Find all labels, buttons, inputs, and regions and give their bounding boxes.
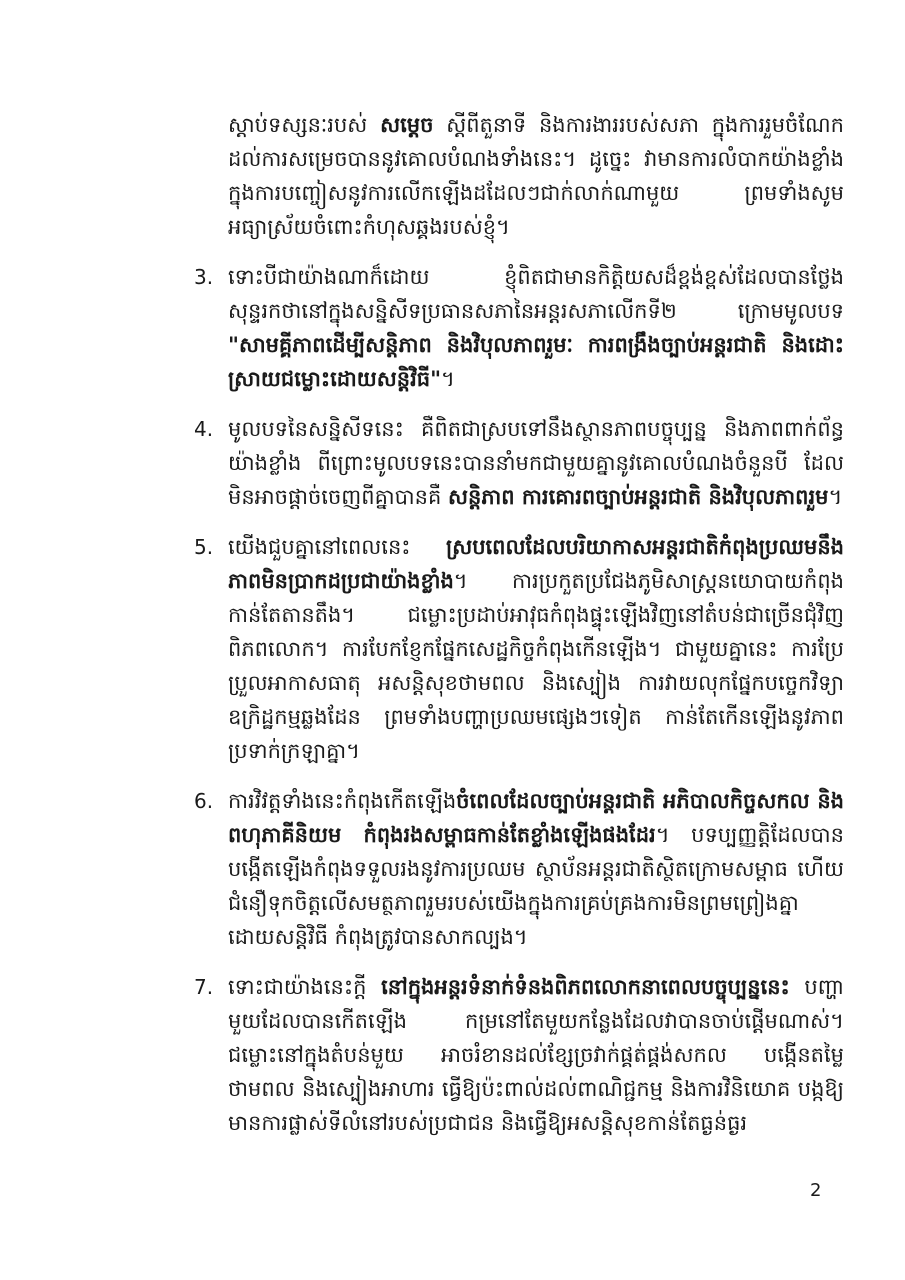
paragraph-body (228, 260, 844, 396)
paragraph-body (228, 530, 844, 768)
paragraph-text: មូលបទនៃសន្និសីទនេះ គឺពិតជាស្របទៅនឹងស្ថានភាពបច្ចុប្បន្ន និងភាពពាក់ព័ន្ធយ៉ាងខ្លាំង ពីព្រោះមូលបទនេះបាននាំមកជាមួយគ្នានូវគោលបំណងចំនួនបី ដែលមិនអាចផ្ដាច់ចេញពីគ្នាបានគឺ (228, 417, 844, 509)
paragraph-text: ការវិវត្តទាំងនេះកំពុងកើតឡើង (228, 789, 457, 813)
paragraph-text: ស្ដាប់ទស្សនៈរបស់ (228, 113, 381, 137)
paragraph-number: 7. (194, 975, 214, 999)
page-content (194, 108, 844, 1156)
paragraph-number: 4. (194, 417, 214, 441)
paragraph-text: ទោះបីជាយ៉ាងណាក៏ដោយ ខ្ញុំពិតជាមានកិត្តិយសដ៏ខ្ពង់ខ្ពស់ដែលបានថ្លែងសុន្ទរកថានៅក្នុងសន្និសីទប្រធានសភានៃអន្តរសភាលើកទី២ ក្រោមមូលបទ (228, 265, 844, 323)
paragraph-text: ។ បទប្បញ្ញត្តិដែលបានបង្កើតឡើងកំពុងទទួលរងនូវការប្រឈម ស្ថាប័នអន្តរជាតិស្ថិតក្រោមសម្ពាធ ហើយជំនឿទុកចិត្តលើសមត្ថភាពរួមរបស់យើងក្នុងការគ្រប់គ្រងការមិនព្រមព្រៀងគ្នាដោយសន្តិវិធី កំពុងត្រូវបានសាកល្បង។ (228, 823, 845, 949)
paragraph-text: ។ (828, 485, 843, 509)
paragraph-body (228, 412, 844, 514)
paragraph-bold-text: នៅក្នុងអន្តរទំនាក់ទំនងពិភពលោកនាពេលបច្ចុប្បន្ននេះ (381, 975, 790, 999)
paragraph-text: ។ (441, 367, 455, 391)
numbered-paragraph-5 (194, 530, 844, 768)
paragraph-text: ស្ដីពីតួនាទី និងការងាររបស់សភា ក្នុងការរួមចំណែកដល់ការសម្រេចបាននូវគោលបំណងទាំងនេះ។ ដូច្នេះ វាមានការលំបាកយ៉ាងខ្លាំងក្នុងការបញ្ចៀសនូវការលើកឡើងដដែលៗជាក់លាក់ណាមួយ ព្រមទាំងសូមអធ្យាស្រ័យចំពោះកំហុសឆ្គងរបស់ខ្ញុំ។ (228, 113, 844, 239)
paragraph-text: យើងជួបគ្នានៅពេលនេះ (228, 535, 446, 559)
paragraph-text: ទោះជាយ៉ាងនេះក្តី (228, 975, 382, 999)
paragraph-bold-text: "សាមគ្គីភាពដើម្បីសន្តិភាព និងវិបុលភាពរួមៈ ការពង្រឹងច្បាប់អន្តរជាតិ និងដោះស្រាយជម្លោះដោយសន្តិវិធី" (228, 333, 844, 391)
numbered-paragraph-7 (194, 970, 844, 1140)
paragraph-number: 5. (194, 535, 214, 559)
paragraph-bold-text: សម្ដេច (380, 113, 434, 137)
paragraph-bold-text: ស្របពេលដែលបរិយាកាសអន្តរជាតិកំពុងប្រឈមនឹងភាពមិនប្រាកដប្រជាយ៉ាងខ្លាំង (228, 535, 844, 593)
continuation-paragraph (228, 108, 844, 244)
paragraph-text: បញ្ហាមួយដែលបានកើតឡើង កម្រនៅតែមួយកន្លែងដែលវាបានចាប់ផ្ដើមណាស់។ ជម្លោះនៅក្នុងតំបន់មួយ អាចរំខានដល់ខ្សែច្រវាក់ផ្គត់ផ្គង់សកល បង្កើនតម្លៃថាមពល និងស្បៀងអាហារ ធ្វើឱ្យប៉ះពាល់ដល់ពាណិជ្ជកម្ម និងការវិនិយោគ បង្កឱ្យមានការផ្លាស់ទីលំនៅរបស់ប្រជាជន និងធ្វើឱ្យអសន្តិសុខកាន់តែធ្ងន់ធ្ងរ (228, 975, 844, 1135)
paragraph-bold-text: សន្តិភាព ការគោរពច្បាប់អន្តរជាតិ និងវិបុលភាពរួម (447, 485, 829, 509)
page-number: 2 (810, 1180, 822, 1201)
paragraph-text: ។ ការប្រកួតប្រជែងភូមិសាស្ត្រនយោបាយកំពុងកាន់តែតានតឹង។ ជម្លោះប្រដាប់អាវុធកំពុងផ្ទុះឡើងវិញនៅតំបន់ជាច្រើនជុំវិញពិភពលោក។ ការបែកខ្ញែកផ្នែកសេដ្ឋកិច្ចកំពុងកើនឡើង។ ជាមួយគ្នានេះ ការប្រែប្រួលអាកាសធាតុ អសន្តិសុខថាមពល និងស្បៀង ការវាយលុកផ្នែកបច្ចេកវិទ្យា ឧក្រិដ្ឋកម្មឆ្លងដែន ព្រមទាំងបញ្ហាប្រឈមផ្សេងៗទៀត កាន់តែកើនឡើងនូវភាពប្រទាក់ក្រឡាគ្នា។ (228, 569, 844, 763)
paragraph-body (228, 970, 844, 1140)
numbered-paragraph-4 (194, 412, 844, 514)
paragraph-number: 3. (194, 265, 214, 289)
paragraph-number: 6. (194, 789, 214, 813)
numbered-paragraph-3 (194, 260, 844, 396)
paragraph-bold-text: ចំពេលដែលច្បាប់អន្តរជាតិ អភិបាលកិច្ចសកល និងពហុភាគីនិយម កំពុងរងសម្ពាធកាន់តែខ្លាំងឡើងផងដែរ (228, 789, 844, 847)
numbered-paragraph-6 (194, 784, 844, 954)
paragraph-body (228, 784, 844, 954)
